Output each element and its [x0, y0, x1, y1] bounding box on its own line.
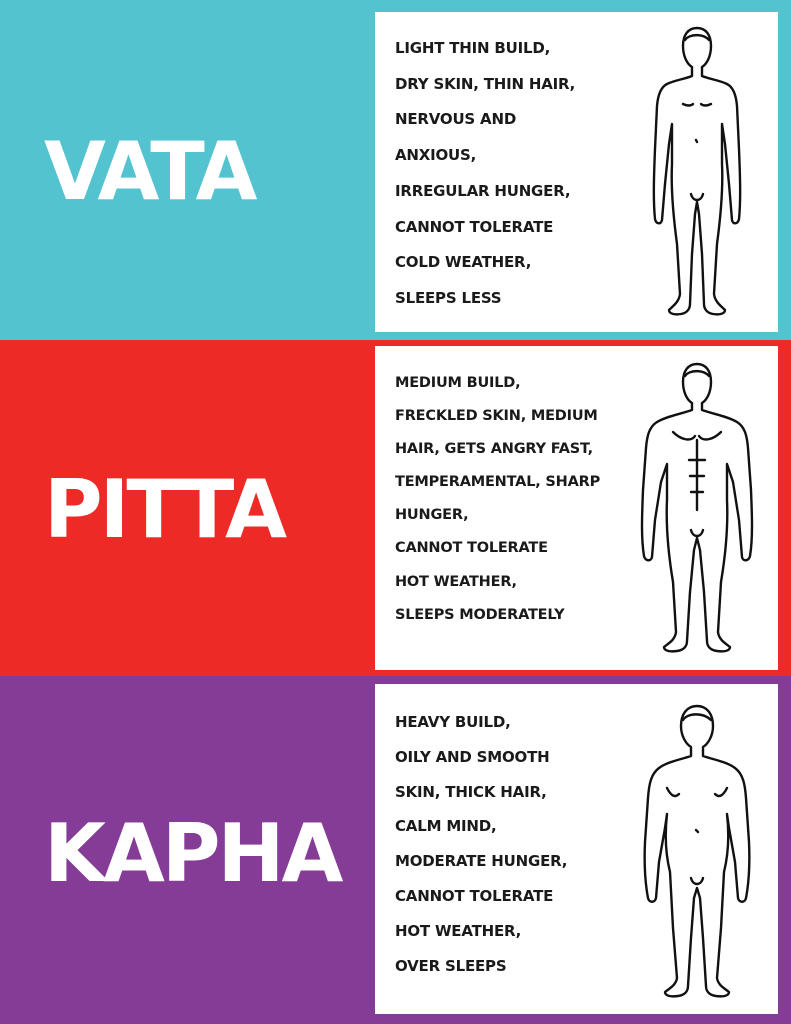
pitta-traits [395, 367, 600, 632]
trait-line: ANXIOUS, [395, 146, 477, 165]
pitta-title: PITTA [44, 463, 285, 556]
heavy-body-outline-icon [637, 702, 757, 1002]
kapha-title: KAPHA [44, 807, 341, 900]
trait-line: HEAVY BUILD, [395, 713, 511, 731]
trait-line: OVER SLEEPS [395, 956, 507, 975]
trait-line: DRY SKIN, THIN HAIR, [395, 74, 576, 93]
trait-line: OILY AND SMOOTH [395, 747, 550, 766]
trait-line: COLD WEATHER, [395, 253, 532, 272]
trait-line: CANNOT TOLERATE [395, 217, 554, 236]
trait-line: HUNGER, [395, 507, 469, 524]
pitta-band [0, 340, 791, 676]
muscular-body-outline-icon [637, 360, 757, 656]
vata-title: VATA [44, 125, 255, 218]
trait-line: MODERATE HUNGER, [395, 852, 568, 871]
kapha-traits [395, 705, 567, 983]
trait-line: FRECKLED SKIN, MEDIUM [395, 408, 598, 425]
vata-traits [395, 31, 575, 317]
trait-line: NERVOUS AND [395, 110, 517, 129]
pitta-card [375, 346, 778, 670]
vata-band [0, 0, 791, 340]
kapha-card [375, 684, 778, 1014]
trait-line: LIGHT THIN BUILD, [395, 39, 551, 57]
trait-line: SLEEPS LESS [395, 288, 502, 307]
trait-line: HOT WEATHER, [395, 921, 522, 940]
trait-line: HOT WEATHER, [395, 573, 517, 590]
trait-line: SKIN, THICK HAIR, [395, 782, 547, 801]
trait-line: SLEEPS MODERATELY [395, 606, 565, 623]
trait-line: TEMPERAMENTAL, SHARP [395, 474, 600, 491]
trait-line: IRREGULAR HUNGER, [395, 181, 571, 200]
trait-line: MEDIUM BUILD, [395, 375, 521, 391]
trait-line: CANNOT TOLERATE [395, 886, 554, 905]
trait-line: CANNOT TOLERATE [395, 540, 548, 557]
slim-body-outline-icon [647, 24, 747, 320]
trait-line: CALM MIND, [395, 817, 497, 836]
kapha-band [0, 676, 791, 1024]
trait-line: HAIR, GETS ANGRY FAST, [395, 441, 593, 458]
vata-card [375, 12, 778, 332]
